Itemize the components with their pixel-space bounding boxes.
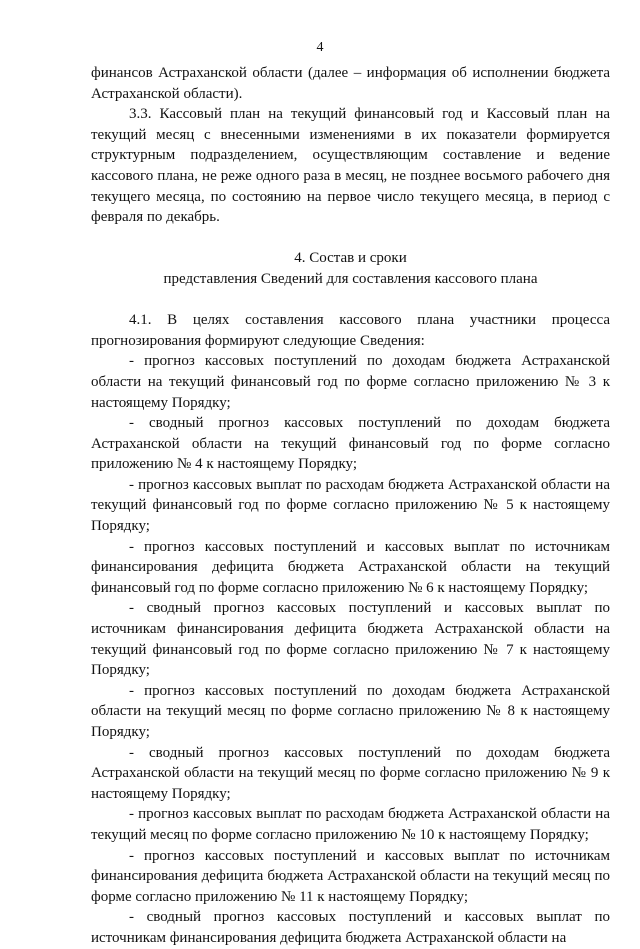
paragraph-4-1: 4.1. В целях составления кассового плана участники процесса прогнозирования формируют следующие Сведения: — [91, 312, 610, 349]
body-text — [91, 63, 610, 949]
list-item: - прогноз кассовых поступлений и кассовых выплат по источникам финансирования дефицита бюджета Астраханской области на текущий месяц по форме согласно приложению № 11 к настоящему Порядку; — [91, 847, 610, 905]
section-heading-title: 4. Состав и сроки — [294, 250, 407, 267]
list-item: - прогноз кассовых поступлений по доходам бюджета Астраханской области на текущий финансовый год по форме согласно приложению № 3 к настоящему Порядку; — [91, 353, 610, 411]
list-item: - сводный прогноз кассовых поступлений и кассовых выплат по источникам финансирования дефицита бюджета Астраханской области на — [91, 909, 610, 946]
list-item: - прогноз кассовых поступлений по доходам бюджета Астраханской области на текущий месяц по форме согласно приложению № 8 к настоящему Порядку; — [91, 682, 610, 740]
page-number: 4 — [316, 40, 324, 55]
list-item: - прогноз кассовых выплат по расходам бюджета Астраханской области на текущий месяц по форме согласно приложению № 10 к настоящему Порядку; — [91, 806, 610, 843]
paragraph-continuation: финансов Астраханской области (далее – информация об исполнении бюджета Астраханской области). — [91, 65, 610, 102]
list-item: - прогноз кассовых выплат по расходам бюджета Астраханской области на текущий финансовый год по форме согласно приложению № 5 к настоящему Порядку; — [91, 476, 610, 535]
paragraph-3-3: 3.3. Кассовый план на текущий финансовый год и Кассовый план на текущий месяц с внесенными изменениями в их показатели формируется структурным подразделением, осуществляющим составление и ведение кассового плана, не реже одного раза в месяц, не позднее восьмого рабочего дня текущего месяца, по состоянию на первое число текущего месяца, в период с февраля по декабрь. — [91, 106, 610, 226]
section-heading-subtitle: представления Сведений для составления кассового плана — [163, 270, 538, 287]
list-item: - сводный прогноз кассовых поступлений по доходам бюджета Астраханской области на текущий месяц по форме согласно приложению № 9 к настоящему Порядку; — [91, 744, 610, 802]
list-item: - прогноз кассовых поступлений и кассовых выплат по источникам финансирования дефицита бюджета Астраханской области на текущий финансовый год по форме согласно приложению № 6 к настоящему Порядку; — [91, 538, 610, 596]
list-item: - сводный прогноз кассовых поступлений по доходам бюджета Астраханской области на текущий финансовый год по форме согласно приложению № 4 к настоящему Порядку; — [91, 415, 610, 473]
list-item: - сводный прогноз кассовых поступлений и кассовых выплат по источникам финансирования дефицита бюджета Астраханской области на текущий финансовый год по форме согласно приложению № 7 к настоящему Порядку; — [91, 600, 610, 679]
